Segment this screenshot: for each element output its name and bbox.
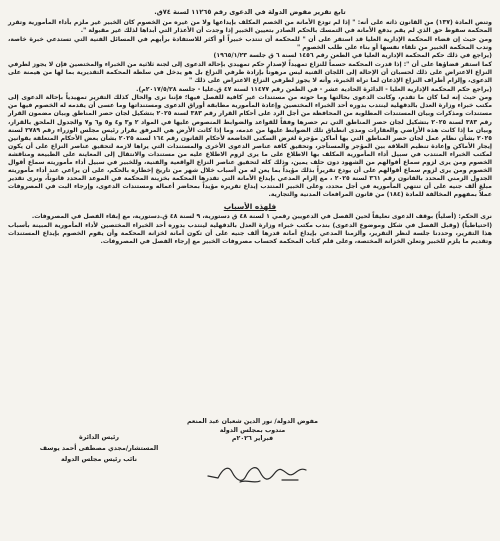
circuit-president-title: رئيس الدائرة [79,434,119,441]
commissioner-role: مندوب بمجلس الدولة [219,426,286,434]
paragraph-supreme-court-ruling: كما استقر قضاؤها على أن ": إذا قدرت المحكمة حسماً للنزاع تمهيداً لإصدار حكم تمهيدي بإحالة الدعوى إلى لجنة ثلاثية من الخبراء والمختصين فإن لا يجوز لطرفي النزاع الاعتراض على ذلك لحسبان أن الإحالة إلى اللجان الفنية ليس مرهوناً بإرادة طرفي النزاع بل هو يدخل في سلطة المحكمة التقديرية بما لها من هيمنة على الدعوى، وإلزام أطراف النزاع الإذعان لما تراه الخبرة، وأنه لا يجوز لطرفي النزاع الاعتراض على ذلك " [8,61,492,85]
page-header: تابع تقرير مفوض الدولة في الدعوى رقم ١١٢٦٥ لسنة ٧٤ق. [154,8,346,16]
paragraph-primary-ruling: نرى الحكم: (أصلياً) بوقف الدعوى تعليقاً لحين الفصل في الدعويين رقمي ١ لسنة ٤٨ ق دستورية، ٩ لسنة ٤٨ ق.دستورية، مع إبقاء الفصل في المصروفات. [31,213,492,220]
deputy-title: نائب رئيس مجلس الدولة [61,456,137,463]
handwritten-signature [202,462,312,486]
paragraph-supreme-court-principle: ومن حيث إن قضاء المحكمة الإدارية العليا قد استقر على أن " للمحكمة أن تنتدب خبيراً أو أكثر للاستفادة برأيهم في المسائل الفنية التي تستدعي خبرة خاصة، وندب المحكمة الخبير من تلقاء نفسها أو بناء على طلب الخصوم " [8,35,492,51]
circuit-president-block [14,432,184,465]
paragraph-alternative-ruling: (احتياطياً) (وقبل الفصل في شكل وموضوع الدعوى) بندب مكتب خبراء وزارة العدل بالدقهلية لينتدب بدوره أحد الخبراء المختصين لأداء المأمورية المبينة بأسباب هذا التقرير، وحددنا جلسة لنظر التقرير، وألزمنا المدعي بإيداع أمانة قدرها ألف جنيه على أن تكون أمانة لخزانة المحكمة وأن يقوم الخصوم بإيداع المستندات وتقديم ما يلزم للخبير وتعلن الخزانة المختصة، وعلى قلم كتاب المحكمة كحساب مصروفات الخبير مع إرجاء الفصل في المصروفات. [8,221,492,245]
paragraph-citation-1: (يراجع في ذلك حكم المحكمة الإدارية العليا في الطعن رقم ١٤٥٦ لسنة ٦ ق جلسة ١٩٦٥/١/٢٣) [213,52,492,60]
report-body [8,19,492,199]
paragraph-citation-2: (يراجع حكم المحكمة الإدارية العليا - الدائرة الحادية عشر - في الطعن رقم ١١٤٧٧ لسنة ٤٧ ق.عليا - جلسة ٢٠١٧/٥/٢٨م). [136,85,492,93]
commissioner-signature-block [180,418,325,444]
commissioner-name: مفوض الدولة/ نور الدين شعبان عبد المنعم [186,418,319,425]
section-heading-reasons: فلهذه الأسباب [223,202,277,211]
report-date: فبراير ٢٠٢٦م [231,435,274,443]
paragraph-expert-assignment: ومن حيث إنه لما كان ما تقدم، وكانت الدعوى بحالتها وما حوته من مستندات غير كافية للفصل فيها؛ فإننا نرى والحال كذلك التقرير تمهيدياً بإحالة الدعوى إلى مكتب خبراء وزارة العدل بالدقهلية لينتدب بدوره أحد الخبراء المختصين وإعادة المأمورية مطابقة أوراق الدعوى ومستنداتها وما عسى أن يقدمه له الخصوم فيها من مستندات ومذكرات وبيان المستندات المطلوبة من المحافظة من أجل الرد على أحكام القرار رقم ٣٨٣ لسنة ٢٠٢٥ بتشكيل لجان حصر المناطق وبيان مضمون القرار رقم ٣٨٣ لسنة ٢٠٢٥ بتشكيل لجان حصر المناطق التي تم حصرها وفقاً للقواعد والضوابط المنصوص عليها في المواد ٢ و٣ و٤ و٥ و٦ و٧ والجدول الملحق بالقرار، وبيان ما إذا كانت هذه الأراضي والعقارات ومدى انطباق تلك الضوابط عليها من عدمه، وما إذا كانت الأرض هي المرفق بقرار رئيس مجلس الوزراء رقم ٢٧٨٩ لسنة ٢٠٢٥ بشأن نظام عمل لجان حصر المناطق التي بها أماكن مؤجرة لغرض السكنى الخاضعة لأحكام القانون رقم ١٦٤ لسنة ٢٠٢٥ بشأن بعض الأحكام المتعلقة بقوانين إيجار الأماكن وإعادة تنظيم العلاقة بين المؤجر والمستأجر، وتحقيق كافة عناصر الدعوى الأخرى والمستندات التي يراها لازمة لتحقيق عناصر النزاع على أن يكون لمكتب الخبراء المنتدب في سبيل أداء المأمورية المكلف بها الاطلاع على ما يرى لزوم الاطلاع عليه من مستندات والانتقال إلى المعاينة على الطبيعة ومناقشة الخصوم ومن يرى لزوم سماع أقوالهم من الشهود دون حلف يمين، وذلك كله لتحقيق عناصر النزاع الواقعية والفنية، وللخبير في سبيل أداء مأموريته سماع أقوال الخصوم ومن يرى لزوم سماع أقوالهم على أن يودع تقريراً بذلك مؤيداً بما يعن له من أسباب خلال شهر من تاريخ إخطاره بالحكم، على أن يراعي عند أداء مأموريته الجدول الزمني المحدد بالقانون رقم ٣٦١ لسنة ٢٠٢٥ ، مع إلزام المدعي بإيداع الأمانة التي تقدرها المحكمة بخزينة المحكمة في الموعد المحدد قانوناً، ونرى تقدير مبلغ ألف جنيه على أن تنتهي المأمورية في أجل محدد، وعلى الخبير المنتدب إيداع تقريره مؤيداً بمحاضر أعماله ومستندات الدعوى، وإرجاء البت في المصروفات عملاً بمفهوم المخالفة للمادة (١٨٤) من قانون المرافعات المدنية والتجارية. [8,94,493,198]
paragraph-article-137: وتنص المادة (١٣٧) من القانون ذاته على أنه: " إذا لم تودع الأمانة من الخصم المكلف بإيداعها ولا من غيره من الخصوم كان الخبير غير ملزم بأداء المأمورية وتقرر المحكمة سقوط حق الذي لم يقم بدفع الأمانة في التمسك بالحكم الصادر بتعيين الخبير إذا وجدت أن الأعذار التي أبداها لذلك غير مقبولة ". [8,19,492,35]
counselor-name: المستشار/مجدي مصطفى أحمد يوسف [39,445,159,452]
conclusion-body [8,213,492,246]
